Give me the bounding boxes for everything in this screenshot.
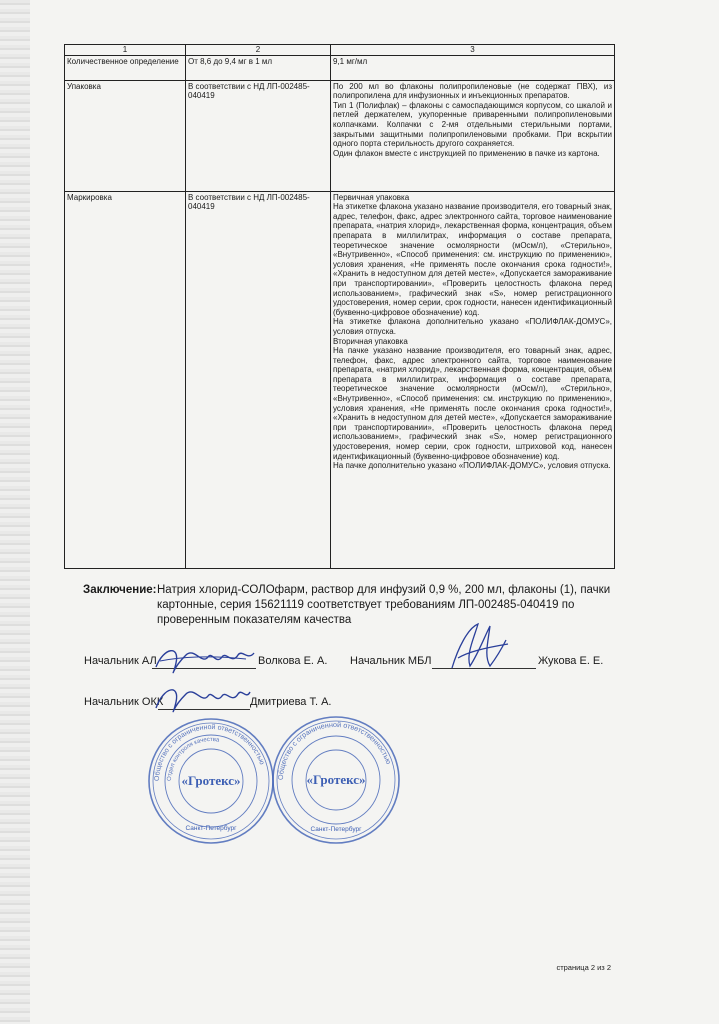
result-paragraph: 9,1 мг/мл [333, 56, 368, 66]
conclusion-text: Натрия хлорид-СОЛОфарм, раствор для инфузий 0,9 %, 200 мл, флаконы (1), пачки картонные, серия 15621119 соответствует требованиям ЛП-002485-040419 по проверенным показателям качества [157, 584, 611, 626]
stamp-center-text: «Гротекс» [306, 772, 366, 787]
handwritten-signature-2 [444, 618, 514, 672]
stamp-center-text: «Гротекс» [181, 773, 241, 788]
row-result [331, 80, 615, 191]
stamp-city-text: Санкт-Петербург [185, 825, 237, 832]
column-header-1: 1 [65, 45, 186, 56]
result-paragraph: По 200 мл во флаконы полипропиленовые (не содержат ПВХ), из полипропилена для инфузионных и инъекционных препаратов. [333, 81, 612, 101]
table-row-quantity [65, 55, 615, 80]
row-requirement: В соответствии с НД ЛП-002485-040419 [186, 191, 331, 568]
column-header-3: 3 [331, 45, 615, 56]
stamp-inner-ring-text: Отдел контроля качества [166, 736, 220, 782]
result-paragraph: На пачке дополнительно указано «ПОЛИФЛАК-ДОМУС», условия отпуска. [333, 461, 611, 471]
row-result [331, 191, 615, 568]
result-subheading: Вторичная упаковка [333, 336, 408, 346]
signer-1-title: Начальник АЛ [84, 655, 157, 667]
table-row-marking [65, 191, 615, 568]
signer-2-name: Жукова Е. Е. [538, 655, 604, 667]
handwritten-signature-1 [150, 641, 260, 675]
company-stamp-right [270, 714, 402, 846]
column-header-2: 2 [186, 45, 331, 56]
handwritten-signature-3 [150, 678, 254, 714]
signer-2-title: Начальник МБЛ [350, 655, 432, 667]
row-requirement: От 8,6 до 9,4 мг в 1 мл [186, 55, 331, 80]
signer-1-name: Волкова Е. А. [258, 655, 328, 667]
stamp-city-text: Санкт-Петербург [310, 826, 362, 833]
result-paragraph: На этикетке флакона указано название производителя, его товарный знак, адрес, телефон, факс, адрес электронного сайта, торговое наименование препарата, «натрия хлорид», лекарственная форма, концентрация, объем препарата в миллилитрах, информация о составе препарата, теоретическое значение осмолярности (мОсм/л), «Стерильно», «Внутривенно», «Способ применения: см. инструкцию по применению», условия хранения, «Не применять после окончания срока годности!», «Хранить в недоступном для детей месте», «Допускается замораживание при транспортировании», «Проверить целостность флакона перед использованием», графический знак «S», номер регистрационного удостоверения, номер серии, срок годности, нанесен идентификационный (буквенно-цифровое обозначение) код. [333, 202, 612, 317]
table-row-packaging [65, 80, 615, 191]
signer-3-title: Начальник ОКК [84, 696, 164, 708]
row-param: Маркировка [65, 191, 186, 568]
result-paragraph: На этикетке флакона дополнительно указано «ПОЛИФЛАК-ДОМУС», условия отпуска. [333, 317, 612, 336]
conclusion-label: Заключение: [83, 584, 157, 596]
stamp-ring-text: Общество с ограниченной ответственностью [275, 719, 394, 781]
stamp-ring-text: Общество с ограниченной ответственностью [153, 723, 266, 782]
page-number: страница 2 из 2 [556, 963, 611, 972]
company-stamp-left [146, 716, 276, 846]
signer-3-name: Дмитриева Т. А. [250, 696, 332, 708]
row-param: Упаковка [65, 80, 186, 191]
table-header-row [65, 45, 615, 56]
result-paragraph: Тип 1 (Полифлак) – флаконы с самоспадающимся корпусом, со шкалой и петлей держателем, укупоренные приваренными полипропиленовыми колпачками. Колпачки с 2-мя отдельными стерильными портами, закрытыми защитными полипропиленовыми пробками. При вскрытии одного порта стерильность другого сохраняется. [333, 100, 612, 149]
scan-edge [0, 0, 30, 1024]
row-param: Количественное определение [65, 55, 186, 80]
row-result [331, 55, 615, 80]
quality-table [64, 44, 615, 569]
result-subheading: Первичная упаковка [333, 192, 410, 202]
row-requirement: В соответствии с НД ЛП-002485-040419 [186, 80, 331, 191]
result-paragraph: Один флакон вместе с инструкцией по применению в пачке из картона. [333, 148, 600, 158]
result-paragraph: На пачке указано название производителя, его товарный знак, адрес, телефон, факс, адрес электронного сайта, торговое наименование препарата, «натрия хлорид», лекарственная форма, концентрация, объем препарата в миллилитрах, информация о составе препарата, теоретическое значение осмолярности (мОсм/л), «Стерильно», «Внутривенно», «Способ применения: см. инструкцию по применению», условия хранения, «Не применять после окончания срока годности!», «Хранить в недоступном для детей месте», «Допускается замораживание при транспортировании», «Проверить целостность флакона перед использованием», графический знак «S», номер регистрационного удостоверения, номер серии, срок годности, штриховой код, нанесен идентификационный (буквенно-цифровое обозначение) код. [333, 346, 612, 461]
